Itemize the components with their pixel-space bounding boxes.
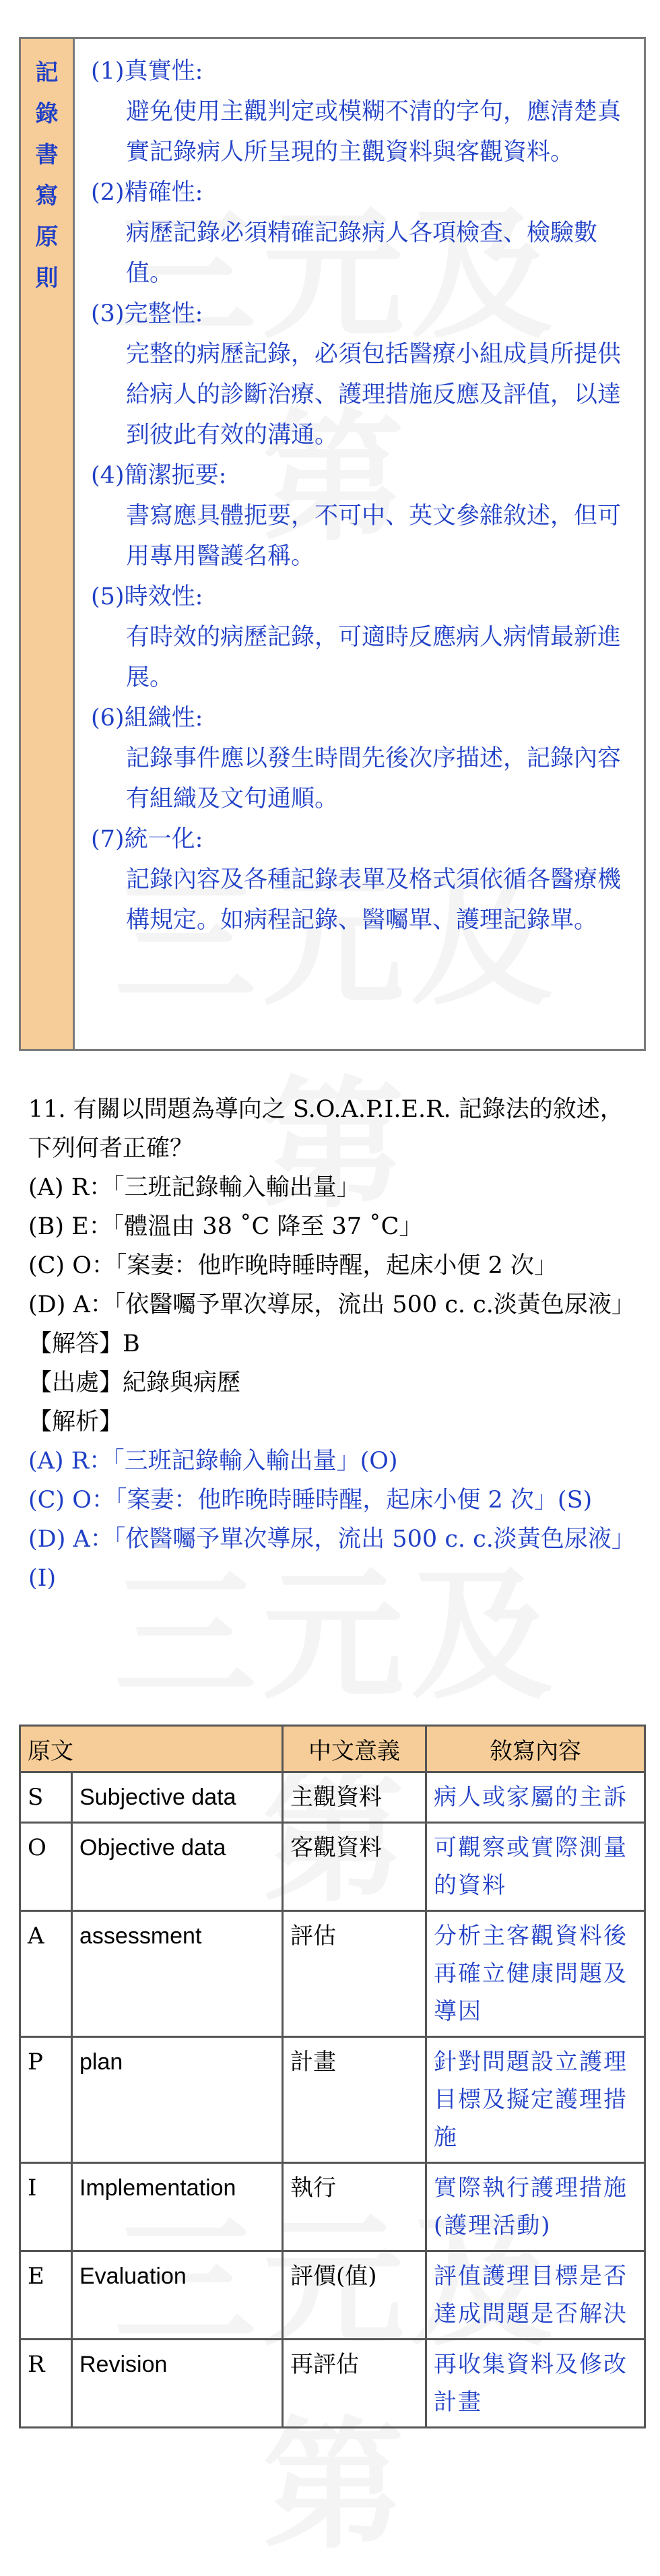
principle-heading: (3)完整性:	[91, 300, 203, 327]
row-chinese: 計畫	[283, 2037, 426, 2163]
soapier-table	[19, 1725, 646, 2428]
row-chinese: 再評估	[283, 2340, 426, 2428]
analysis-label: 【解析】	[28, 1409, 123, 1436]
row-chinese: 評價(值)	[283, 2251, 426, 2340]
principle-text: 完整的病歷記錄，必須包括醫療小組成員所提供給病人的診斷治療、護理措施反應及評值，以達到彼此有效的溝通。	[126, 341, 622, 449]
row-letter: A	[20, 1911, 72, 2037]
option-a: (A) R：「三班記錄輸入輸出量」	[28, 1174, 360, 1201]
principles-list	[75, 39, 644, 1049]
table-row	[20, 1911, 645, 2037]
analysis-item: (D) A：「依醫囑予單次導尿，流出 500 c. c.淡黃色尿液」(I)	[28, 1526, 624, 1592]
principle-heading: (5)時效性:	[91, 583, 203, 610]
table-row	[20, 2251, 645, 2340]
principle-text: 記錄事件應以發生時間先後次序描述，記錄內容有組織及文句通順。	[126, 745, 622, 812]
row-english: Objective data	[72, 1823, 283, 1911]
row-chinese: 執行	[283, 2163, 426, 2251]
row-letter: E	[20, 2251, 72, 2340]
principle-text: 書寫應具體扼要，不可中、英文參雜敘述，但可用專用醫護名稱。	[126, 503, 622, 570]
side-char: 記	[35, 59, 59, 86]
option-b: (B) E：「體溫由 38 ˚C 降至 37 ˚C」	[28, 1213, 423, 1240]
row-english: plan	[72, 2037, 283, 2163]
side-char: 錄	[35, 100, 59, 127]
row-description: 分析主客觀資料後再確立健康問題及導因	[426, 1911, 645, 2037]
header-content: 敘寫內容	[426, 1726, 645, 1772]
row-letter: I	[20, 2163, 72, 2251]
table-row	[20, 1772, 645, 1823]
principle-text: 有時效的病歷記錄，可適時反應病人病情最新進展。	[126, 624, 622, 691]
principle-text: 病歷記錄必須精確記錄病人各項檢查、檢驗數值。	[126, 220, 598, 287]
option-c: (C) O：「案妻：他昨晚時睡時醒，起床小便 2 次」	[28, 1252, 558, 1279]
principles-box	[19, 37, 646, 1051]
row-english: Revision	[72, 2340, 283, 2428]
row-english: Subjective data	[72, 1772, 283, 1823]
side-char: 則	[35, 265, 59, 292]
row-english: Evaluation	[72, 2251, 283, 2340]
row-description: 可觀察或實際測量的資料	[426, 1823, 645, 1911]
row-chinese: 評估	[283, 1911, 426, 2037]
question-block	[28, 1090, 634, 1598]
row-description: 病人或家屬的主訴	[426, 1772, 645, 1823]
principles-side-label	[21, 39, 75, 1049]
table-row	[20, 2340, 645, 2428]
principle-text: 避免使用主觀判定或模糊不清的字句，應清楚真實記錄病人所呈現的主觀資料與客觀資料。	[126, 98, 622, 166]
principle-heading: (6)組織性:	[91, 705, 203, 732]
row-description: 評值護理目標是否達成問題是否解決	[426, 2251, 645, 2340]
row-letter: R	[20, 2340, 72, 2428]
answer-label: 【解答】B	[28, 1330, 140, 1357]
question-stem: 11. 有關以問題為導向之 S.O.A.P.I.E.R. 記錄法的敘述，下列何者正確？	[28, 1096, 624, 1162]
side-char: 原	[35, 224, 59, 251]
analysis-item: (C) O：「案妻：他昨晚時睡時醒，起床小便 2 次」(S)	[28, 1487, 593, 1514]
row-letter: P	[20, 2037, 72, 2163]
table-row	[20, 2037, 645, 2163]
row-letter: O	[20, 1823, 72, 1911]
source-label: 【出處】紀錄與病歷	[28, 1370, 241, 1396]
principle-heading: (1)真實性:	[91, 58, 203, 85]
header-original: 原文	[20, 1726, 283, 1772]
row-english: assessment	[72, 1911, 283, 2037]
table-row	[20, 2163, 645, 2251]
row-chinese: 主觀資料	[283, 1772, 426, 1823]
row-english: Implementation	[72, 2163, 283, 2251]
principle-heading: (2)精確性:	[91, 179, 203, 206]
row-letter: S	[20, 1772, 72, 1823]
row-description: 實際執行護理措施(護理活動)	[426, 2163, 645, 2251]
analysis-item: (A) R：「三班記錄輸入輸出量」(O)	[28, 1448, 398, 1475]
table-row	[20, 1823, 645, 1911]
header-meaning: 中文意義	[283, 1726, 426, 1772]
principle-heading: (7)統一化:	[91, 826, 203, 853]
row-description: 再收集資料及修改計畫	[426, 2340, 645, 2428]
option-d: (D) A：「依醫囑予單次導尿，流出 500 c. c.淡黃色尿液」	[28, 1291, 635, 1318]
principle-text: 記錄內容及各種記錄表單及格式須依循各醫療機構規定。如病程記錄、醫囑單、護理記錄單。	[126, 866, 622, 934]
row-description: 針對問題設立護理目標及擬定護理措施	[426, 2037, 645, 2163]
table-header-row	[20, 1726, 645, 1772]
row-chinese: 客觀資料	[283, 1823, 426, 1911]
principle-heading: (4)簡潔扼要:	[91, 462, 227, 489]
side-char: 書	[35, 141, 59, 168]
side-char: 寫	[35, 183, 59, 210]
